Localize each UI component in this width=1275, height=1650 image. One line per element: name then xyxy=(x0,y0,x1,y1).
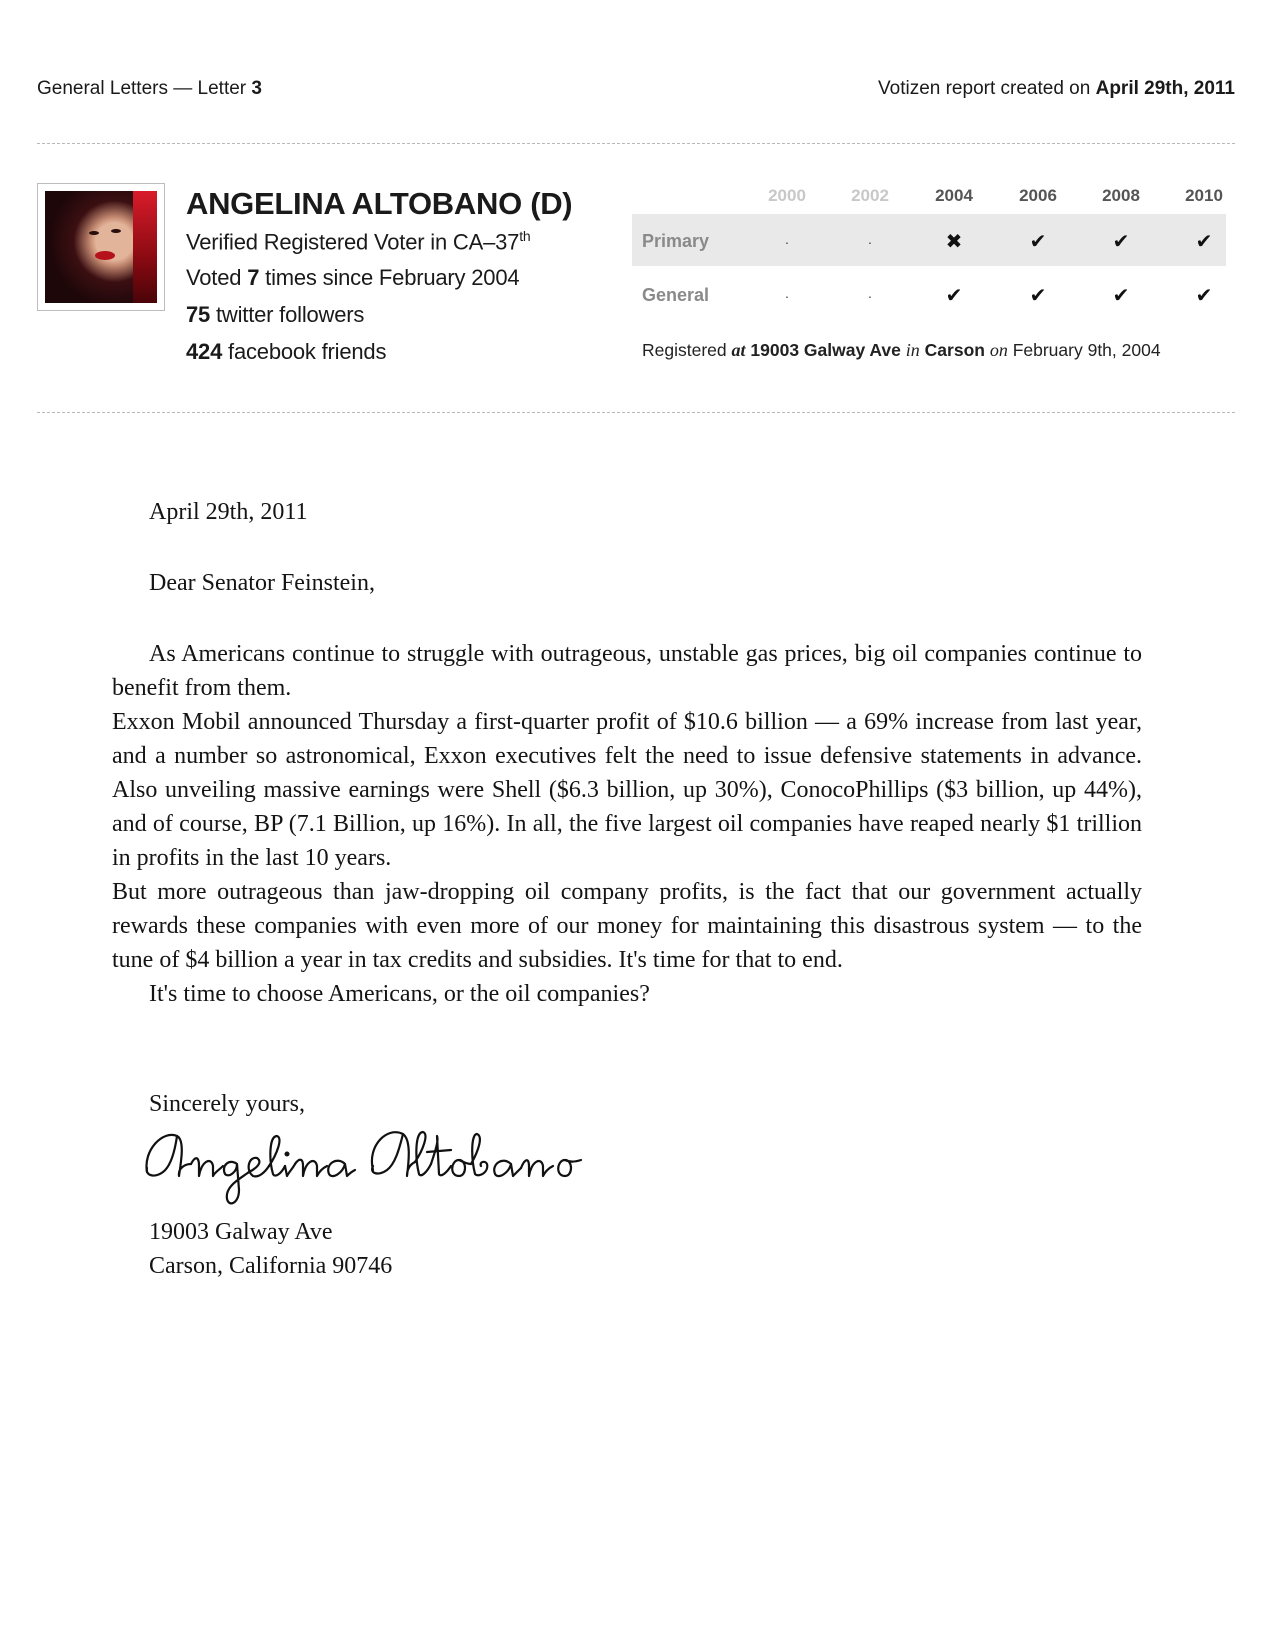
general-mark: ✔ xyxy=(1112,285,1130,307)
year-header: 2010 xyxy=(1185,186,1223,205)
reg-date: February 9th, 2004 xyxy=(1012,340,1161,360)
twitter-count: 75 xyxy=(186,302,211,327)
twitter-line xyxy=(186,302,364,328)
breadcrumb-letter-word: Letter xyxy=(197,78,247,99)
general-mark: ✔ xyxy=(1029,285,1047,307)
photo-flower xyxy=(133,191,157,303)
photo-lips xyxy=(95,251,115,260)
reg-word: Registered xyxy=(642,340,727,360)
report-created-date: April 29th, 2011 xyxy=(1095,78,1235,99)
year-header: 2004 xyxy=(935,186,973,205)
address-line-1: 19003 Galway Ave xyxy=(149,1219,333,1245)
voted-line xyxy=(186,265,519,291)
letter-paragraph: As Americans continue to struggle with outrageous, unstable gas prices, big oil companies continue to benefit from them. xyxy=(112,641,1142,701)
general-mark: · xyxy=(867,288,873,304)
breadcrumb-separator: — xyxy=(173,78,193,99)
letter-closing: Sincerely yours, xyxy=(149,1091,305,1117)
letter-body xyxy=(112,637,1142,1011)
photo-eye xyxy=(111,229,121,233)
voted-prefix: Voted xyxy=(186,265,242,290)
row-label-primary: Primary xyxy=(642,231,710,251)
primary-mark: ✔ xyxy=(1029,231,1047,253)
primary-mark: · xyxy=(784,234,790,250)
reg-city: Carson xyxy=(924,340,985,360)
profile-photo xyxy=(37,183,165,311)
reg-in: in xyxy=(905,340,920,360)
profile-photo-image xyxy=(45,191,157,303)
letter-paragraph: It's time to choose Americans, or the oil companies? xyxy=(149,981,650,1007)
verified-text: Verified Registered Voter in CA–37 xyxy=(186,229,520,255)
year-header: 2002 xyxy=(851,186,889,205)
facebook-line xyxy=(186,339,386,365)
voter-name: ANGELINA ALTOBANO (D) xyxy=(186,186,573,221)
primary-mark: · xyxy=(867,234,873,250)
verified-line xyxy=(186,228,530,255)
year-header: 2000 xyxy=(768,186,806,205)
general-mark: ✔ xyxy=(945,285,963,307)
report-created xyxy=(700,78,1235,100)
reg-address: 19003 Galway Ave xyxy=(750,340,901,360)
address-line-2: Carson, California 90746 xyxy=(149,1253,393,1279)
general-mark: · xyxy=(784,288,790,304)
year-header: 2008 xyxy=(1102,186,1140,205)
facebook-label: facebook friends xyxy=(228,339,387,364)
letter-paragraph: But more outrageous than jaw-dropping oil company profits, is the fact that our government actually rewards these companies with even more of our money for maintaining this disastrous system — to the tune of $4 billion a year in tax credits and subsidies. It's time for that to end. xyxy=(112,879,1142,973)
breadcrumb-letter-number: 3 xyxy=(251,78,262,99)
primary-mark: ✖ xyxy=(945,231,963,253)
letter-greeting: Dear Senator Feinstein, xyxy=(149,570,375,596)
bottom-divider xyxy=(37,412,1235,413)
primary-mark: ✔ xyxy=(1112,231,1130,253)
reg-at: at xyxy=(731,340,746,360)
top-divider xyxy=(37,143,1235,144)
breadcrumb-section: General Letters xyxy=(37,78,168,99)
primary-mark: ✔ xyxy=(1195,231,1213,253)
facebook-count: 424 xyxy=(186,339,223,364)
reg-on: on xyxy=(989,340,1008,360)
twitter-label: twitter followers xyxy=(216,302,365,327)
year-header: 2006 xyxy=(1019,186,1057,205)
letter-paragraph: Exxon Mobil announced Thursday a first-quarter profit of $10.6 billion — a 69% increase from last year, and a number so astronomical, Exxon executives felt the need to issue defensive statements in advance. Also unveiling massive earnings were Shell ($6.3 billion, up 30%), ConocoPhillips ($3 billion, up 44%), and of course, BP (7.1 Billion, up 16%). In all, the five largest oil companies have reaped nearly $1 trillion in profits in the last 10 years. xyxy=(112,709,1142,871)
voted-suffix: times since February 2004 xyxy=(265,265,520,290)
row-label-general: General xyxy=(642,285,710,305)
signature xyxy=(141,1120,601,1210)
breadcrumb xyxy=(37,78,262,100)
voted-count: 7 xyxy=(247,265,260,290)
general-mark: ✔ xyxy=(1195,285,1213,307)
letter-date: April 29th, 2011 xyxy=(149,499,308,525)
registration-info xyxy=(642,340,1161,361)
report-created-label: Votizen report created on xyxy=(878,78,1091,99)
verified-sup: th xyxy=(519,228,531,244)
photo-eye xyxy=(89,231,99,235)
